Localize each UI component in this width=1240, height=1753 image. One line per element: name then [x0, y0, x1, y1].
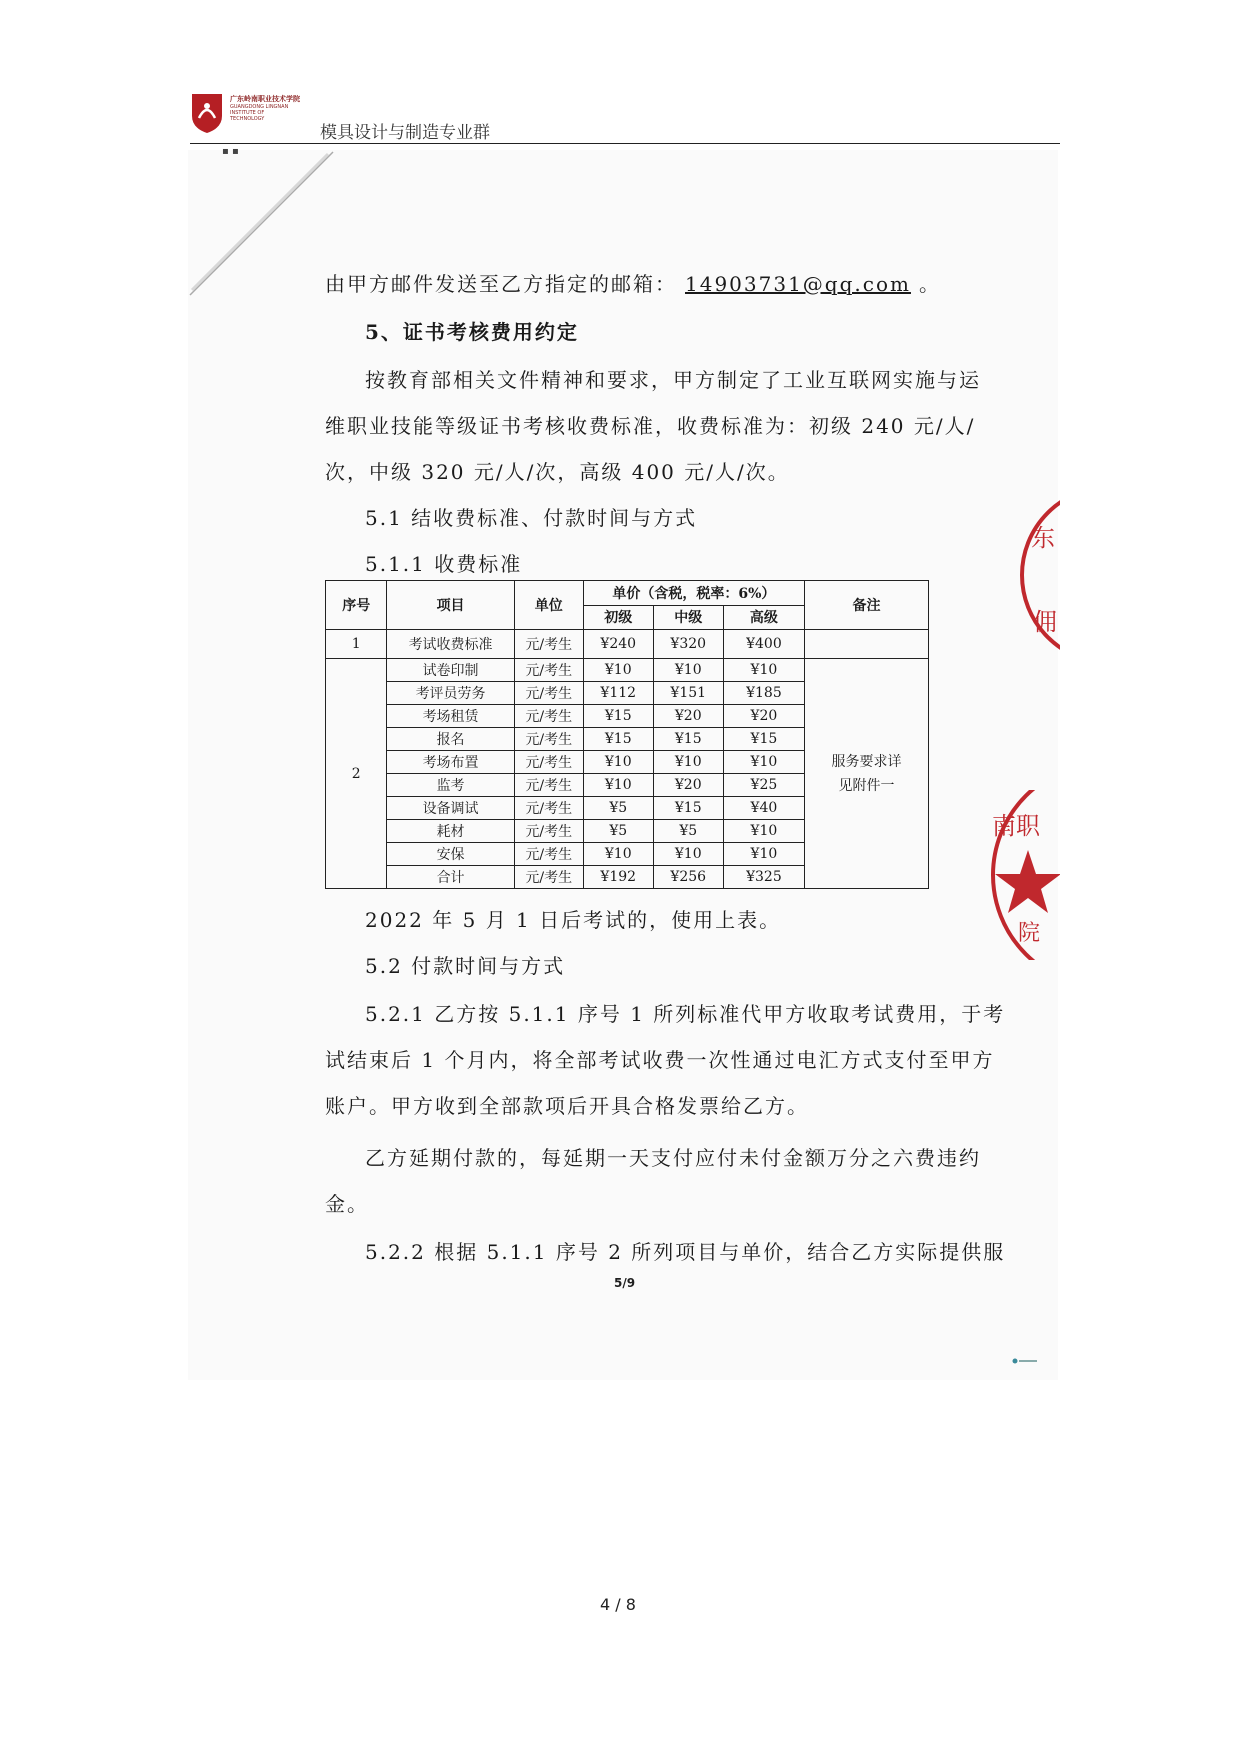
s52-title: 5.2 付款时间与方式 [365, 954, 566, 978]
row-unit: 元/考生 [514, 797, 583, 820]
row-item: 设备调试 [387, 797, 514, 820]
row1-item: 考试收费标准 [387, 630, 514, 659]
p1-line1: 按教育部相关文件精神和要求，甲方制定了工业互联网实施与运 [365, 368, 981, 392]
row-item: 报名 [387, 728, 514, 751]
late-line1: 乙方延期付款的，每延期一天支付应付未付金额万分之六费违约 [365, 1146, 981, 1170]
row-item: 耗材 [387, 820, 514, 843]
group2-note: 服务要求详见附件一 [805, 659, 929, 889]
row-unit: 元/考生 [514, 751, 583, 774]
row-junior: ¥10 [583, 843, 653, 866]
row-senior: ¥325 [723, 866, 804, 889]
row-unit: 元/考生 [514, 705, 583, 728]
row-item: 合计 [387, 866, 514, 889]
svg-text:东: 东 [1031, 524, 1055, 552]
header-seq: 序号 [326, 581, 387, 630]
seal-fragment-bottom [980, 790, 1060, 960]
row-senior: ¥10 [723, 843, 804, 866]
row1-seq: 1 [326, 630, 387, 659]
page-footer-number: 4 / 8 [600, 1595, 636, 1614]
page-header [190, 88, 1060, 144]
s521-line2: 试结束后 1 个月内，将全部考试收费一次性通过电汇方式支付至甲方 [325, 1048, 995, 1072]
group2-seq: 2 [326, 659, 387, 889]
row-junior: ¥10 [583, 774, 653, 797]
row-senior: ¥40 [723, 797, 804, 820]
fee-table [325, 580, 929, 889]
row-junior: ¥15 [583, 705, 653, 728]
header-divider [190, 143, 1060, 144]
row-senior: ¥25 [723, 774, 804, 797]
row-mid: ¥20 [653, 774, 723, 797]
row-item: 监考 [387, 774, 514, 797]
s521-line3: 账户。甲方收到全部款项后开具合格发票给乙方。 [325, 1094, 809, 1118]
email-line-suffix: 。 [918, 272, 941, 296]
row-item: 考场租赁 [387, 705, 514, 728]
svg-text:南职: 南职 [992, 812, 1040, 840]
logo-text [230, 94, 300, 122]
row-junior: ¥15 [583, 728, 653, 751]
header-unit: 单位 [514, 581, 583, 630]
scan-page-number: 5/9 [614, 1276, 636, 1290]
row-mid: ¥20 [653, 705, 723, 728]
table-row [326, 659, 929, 682]
header-note: 备注 [805, 581, 929, 630]
row-item: 考评员劳务 [387, 682, 514, 705]
s511-title: 5.1.1 收费标准 [365, 552, 523, 576]
p1-line3: 次，中级 320 元/人/次，高级 400 元/人/次。 [325, 460, 790, 484]
row-senior: ¥10 [723, 659, 804, 682]
row1-senior: ¥400 [723, 630, 804, 659]
row1-junior: ¥240 [583, 630, 653, 659]
row1-unit: 元/考生 [514, 630, 583, 659]
logo-en: GUANGDONG LINGNAN INSTITUTE OF TECHNOLOGY [230, 104, 289, 122]
header-mid: 中级 [653, 605, 723, 630]
svg-text:院: 院 [1018, 921, 1041, 946]
row-unit: 元/考生 [514, 659, 583, 682]
table-header-row [326, 581, 929, 606]
email-line-prefix: 由甲方邮件发送至乙方指定的邮箱： [325, 272, 677, 296]
row-junior: ¥112 [583, 682, 653, 705]
row-senior: ¥10 [723, 751, 804, 774]
row1-note [805, 630, 929, 659]
late-line2: 金。 [325, 1192, 369, 1216]
row-mid: ¥15 [653, 797, 723, 820]
row-item: 安保 [387, 843, 514, 866]
s51-title: 5.1 结收费标准、付款时间与方式 [365, 506, 698, 530]
after-table-note: 2022 年 5 月 1 日后考试的，使用上表。 [365, 908, 782, 932]
seal-fragment-top [1015, 480, 1060, 670]
school-badge-icon [190, 92, 224, 134]
email-address: 14903731@qq.com [685, 272, 911, 296]
row-mid: ¥5 [653, 820, 723, 843]
row-junior: ¥5 [583, 797, 653, 820]
row-junior: ¥192 [583, 866, 653, 889]
page-fold-mark [188, 150, 338, 300]
header-senior: 高级 [723, 605, 804, 630]
row-senior: ¥185 [723, 682, 804, 705]
row-unit: 元/考生 [514, 774, 583, 797]
row-unit: 元/考生 [514, 843, 583, 866]
row-senior: ¥10 [723, 820, 804, 843]
scanner-watermark-icon [1012, 1358, 1038, 1364]
row-unit: 元/考生 [514, 682, 583, 705]
row-item: 考场布置 [387, 751, 514, 774]
row-unit: 元/考生 [514, 728, 583, 751]
logo-cn: 广东岭南职业技术学院 [230, 95, 300, 103]
row-item: 试卷印制 [387, 659, 514, 682]
row1-mid: ¥320 [653, 630, 723, 659]
svg-text:佣: 佣 [1033, 608, 1057, 636]
row-junior: ¥5 [583, 820, 653, 843]
row-mid: ¥10 [653, 751, 723, 774]
s521-line1: 5.2.1 乙方按 5.1.1 序号 1 所列标准代甲方收取考试费用，于考 [365, 1002, 1006, 1026]
row-unit: 元/考生 [514, 820, 583, 843]
row-mid: ¥151 [653, 682, 723, 705]
scan-dots: ▪ ▪ [222, 146, 239, 157]
s522-line1: 5.2.2 根据 5.1.1 序号 2 所列项目与单价，结合乙方实际提供服 [365, 1240, 1006, 1264]
table-row [326, 630, 929, 659]
star-icon [995, 850, 1060, 913]
section5-title: 5、证书考核费用约定 [365, 320, 579, 344]
header-title: 模具设计与制造专业群 [320, 123, 490, 143]
row-junior: ¥10 [583, 751, 653, 774]
header-price: 单价（含税，税率：6%） [583, 581, 804, 606]
email-line [325, 268, 941, 297]
row-senior: ¥15 [723, 728, 804, 751]
row-mid: ¥10 [653, 659, 723, 682]
row-junior: ¥10 [583, 659, 653, 682]
p1-line2: 维职业技能等级证书考核收费标准，收费标准为：初级 240 元/人/ [325, 414, 976, 438]
row-senior: ¥20 [723, 705, 804, 728]
header-junior: 初级 [583, 605, 653, 630]
row-mid: ¥10 [653, 843, 723, 866]
row-mid: ¥15 [653, 728, 723, 751]
row-mid: ¥256 [653, 866, 723, 889]
header-item: 项目 [387, 581, 514, 630]
row-unit: 元/考生 [514, 866, 583, 889]
